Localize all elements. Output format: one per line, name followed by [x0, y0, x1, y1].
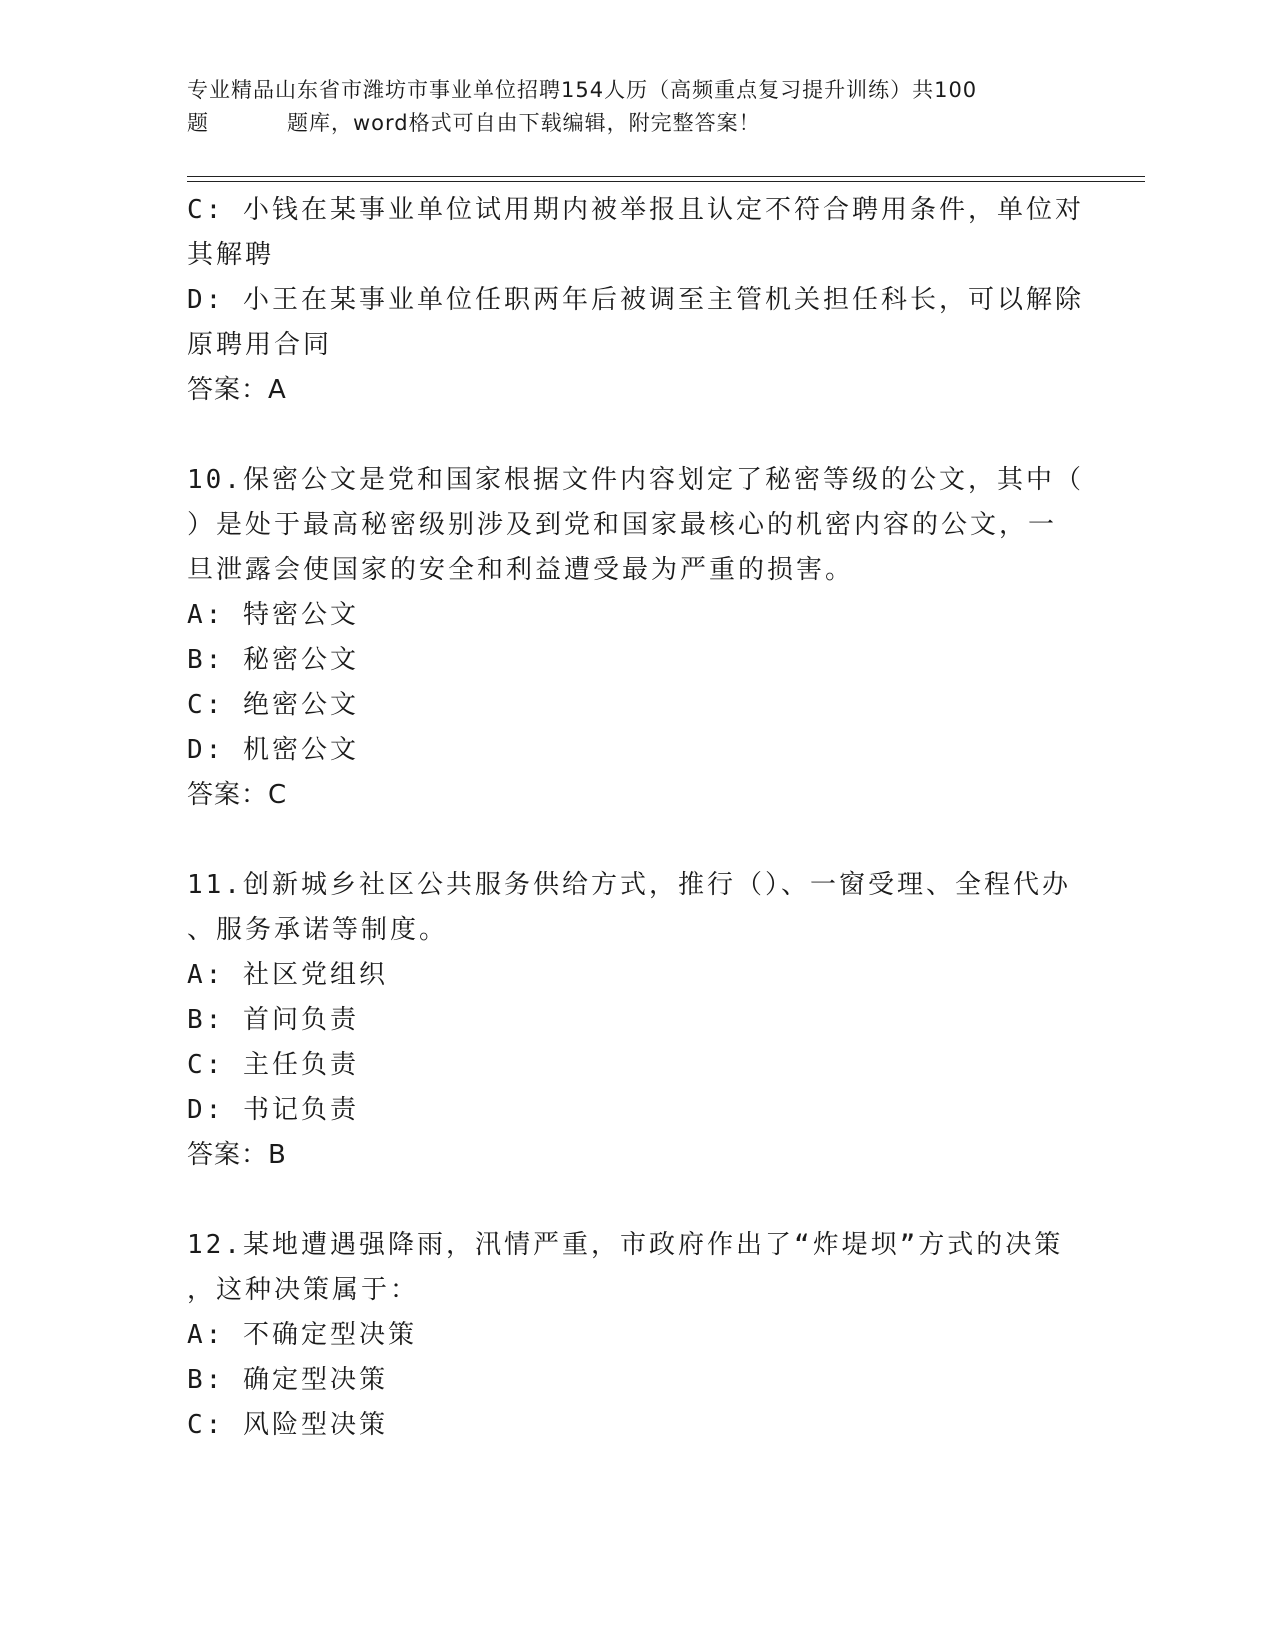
- header-title-line1: 专业精品山东省市潍坊市事业单位招聘154人历（高频重点复习提升训练）共100: [187, 78, 978, 102]
- option-c: C: 风险型决策: [187, 1410, 388, 1440]
- option-d-line1: D: 小王在某事业单位任职两年后被调至主管机关担任科长，可以解除: [187, 285, 1084, 315]
- previous-question-tail: [187, 188, 1087, 413]
- question-stem-line: ）是处于最高秘密级别涉及到党和国家最核心的机密内容的公文，一: [187, 510, 1058, 540]
- question-stem-line: 11.创新城乡社区公共服务供给方式，推行（）、一窗受理、全程代办: [187, 870, 1071, 900]
- answer-line: 答案：C: [187, 780, 288, 810]
- question-stem-line: ，这种决策属于：: [187, 1275, 420, 1305]
- option-c-line1: C: 小钱在某事业单位试用期内被举报且认定不符合聘用条件，单位对: [187, 195, 1084, 225]
- question-11: [187, 863, 1087, 1178]
- option-c: C: 主任负责: [187, 1050, 359, 1080]
- question-12: [187, 1223, 1087, 1448]
- option-d-line2: 原聘用合同: [187, 330, 333, 360]
- document-body: [187, 188, 1087, 1448]
- question-stem-line: 12.某地遭遇强降雨，汛情严重，市政府作出了“炸堤坝”方式的决策: [187, 1230, 1064, 1260]
- question-stem-line: 10.保密公文是党和国家根据文件内容划定了秘密等级的公文，其中（: [187, 465, 1084, 495]
- answer-line: 答案：B: [187, 1140, 287, 1170]
- option-d: D: 书记负责: [187, 1095, 359, 1125]
- header-divider-top: [187, 176, 1145, 177]
- option-a: A: 不确定型决策: [187, 1320, 417, 1350]
- header-line2-lead: 题: [187, 111, 209, 135]
- option-c-line2: 其解聘: [187, 240, 275, 270]
- option-c: C: 绝密公文: [187, 690, 359, 720]
- option-b: B: 首问负责: [187, 1005, 359, 1035]
- spacer: [187, 1178, 1087, 1223]
- spacer: [187, 818, 1087, 863]
- option-a: A: 社区党组织: [187, 960, 388, 990]
- option-b: B: 确定型决策: [187, 1365, 388, 1395]
- question-stem-line: 、服务承诺等制度。: [187, 915, 449, 945]
- spacer: [187, 413, 1087, 458]
- question-10: [187, 458, 1087, 818]
- answer-line: 答案：A: [187, 375, 287, 405]
- option-d: D: 机密公文: [187, 735, 359, 765]
- document-header: [187, 74, 1087, 140]
- header-line2-rest: 题库，word格式可自由下载编辑，附完整答案！: [287, 111, 761, 135]
- question-stem-line: 旦泄露会使国家的安全和利益遭受最为严重的损害。: [187, 555, 855, 585]
- header-title-line2: [187, 107, 1087, 140]
- option-b: B: 秘密公文: [187, 645, 359, 675]
- header-divider-bottom: [187, 181, 1145, 182]
- option-a: A: 特密公文: [187, 600, 359, 630]
